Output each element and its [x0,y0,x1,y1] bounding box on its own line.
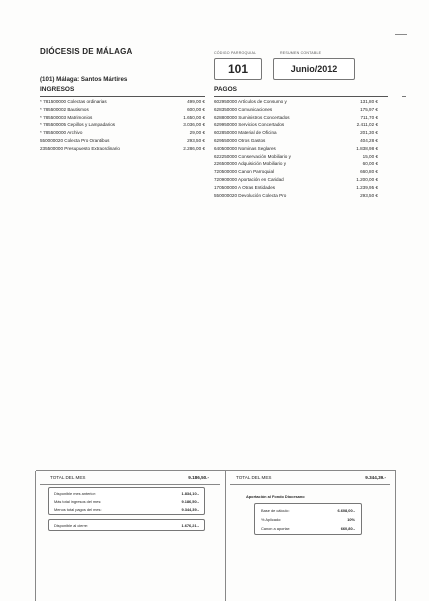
fondo-row [261,506,355,515]
ledger-row [40,114,205,122]
ledger-description: 550000020 Colecta Pro Orantibus [40,137,110,143]
ledger-description: 622250000 Conservación Mobiliario y [214,153,291,159]
balance-box [48,487,205,515]
ledger-amount: 2.411,02 € [356,122,378,128]
ledger-description: * 785500000 Archivo [40,130,83,136]
ledger-row [214,106,378,114]
pagos-list [214,98,378,199]
fondo-value: 660,80.- [340,526,355,531]
ingresos-heading-rule [40,96,205,97]
ledger-description: 628350000 Comunicaciones [214,106,273,112]
fondo-label: % Aplicado: [261,517,282,522]
fondo-row [261,524,355,533]
ledger-row [214,192,378,200]
balance-row [54,498,199,506]
closing-balance-label: Disponible al cierre: [54,523,89,528]
closing-balance-row [54,520,199,531]
parish-name: (101) Málaga: Santos Mártires [40,76,128,83]
ledger-amount: 660,80 € [360,169,378,175]
ledger-amount: 175,97 € [360,106,378,112]
ledger-row [40,129,205,137]
ledger-description: 170500000 A Otras Entidades [214,184,276,190]
period-box: Junio/2012 [273,58,355,80]
fondo-label: Base de cálculo: [261,508,290,513]
ledger-description: 602850000 Material de Oficina [214,130,277,136]
ledger-amount: 60,00 € [362,161,378,167]
page-corner-mark [395,34,407,35]
ledger-description: 628800000 Suministros Concertados [214,114,290,120]
ledger-description: 550000020 Devolución Colecta Pro [214,192,287,198]
ledger-description: 235500000 Presupuesto Extraordinario [40,145,120,151]
ledger-amount: 15,00 € [362,153,378,159]
ledger-description: 720500000 Canon Parroquial [214,169,275,175]
balance-label: Disponible mes anterior: [54,491,96,496]
summary-right-border [395,471,396,601]
pagos-tick-mark [402,96,406,97]
ledger-amount: 1.650,00 € [183,114,205,120]
ledger-row [40,121,205,129]
fondo-row [261,515,355,524]
ledger-amount: 2.286,00 € [183,145,205,151]
ledger-row [214,129,378,137]
ledger-amount: 1.838,98 € [356,145,378,151]
balance-value: 1.834,10.- [181,491,199,496]
ledger-amount: 3.036,00 € [183,122,205,128]
ledger-description: 629950000 Servicios Concertados [214,122,285,128]
pagos-total-value: 9.344,39.- [365,475,386,480]
ledger-description: * 785500005 Cepillos y Lampadarios [40,122,116,128]
monthly-summary [36,470,396,601]
fondo-value: 6.608,00.- [337,508,355,513]
ledger-row [214,114,378,122]
parish-code-box: 101 [214,58,262,80]
balance-value: 9.344,39.- [181,507,199,512]
ledger-row [214,121,378,129]
ledger-row [40,98,205,106]
ledger-amount: 131,80 € [360,99,378,104]
ledger-description: 640500000 Nominas Seglares [214,145,276,151]
ingresos-total-value: 9.186,50.- [188,475,209,480]
ledger-row [40,137,205,145]
ledger-row [40,106,205,114]
ledger-row [214,137,378,145]
ingresos-heading: INGRESOS [40,86,75,93]
ledger-description: * 785500003 Matrimonios [40,114,93,120]
ledger-description: 602950000 Artículos de Consumo y [214,99,287,104]
ledger-amount: 293,50 € [187,137,205,143]
ingresos-list [40,98,205,153]
ledger-amount: 293,50 € [360,192,378,198]
ledger-amount: 29,00 € [189,130,205,136]
fondo-box [254,503,362,535]
balance-row [54,490,199,498]
ingresos-total-label: TOTAL DEL MES [50,475,86,480]
closing-balance-box [48,519,205,531]
parish-code-label: CÓDIGO PARROQUIAL [214,51,257,55]
ledger-row [214,98,378,106]
summary-label: RESUMEN CONTABLE [280,51,322,55]
pagos-total-rule [230,484,390,485]
closing-balance-value: 1.676,21.- [181,523,199,528]
fondo-value: 10% [347,517,355,522]
ledger-row [214,176,378,184]
ledger-amount: 201,30 € [360,130,378,136]
ledger-description: 629550000 Otros Gastos [214,137,266,143]
balance-label: Más total ingresos del mes: [54,499,102,504]
balance-row [54,506,199,514]
balance-value: 9.186,50.- [181,499,199,504]
ledger-row [214,145,378,153]
ledger-description: 720900000 Aportación en Caridad [214,176,284,182]
ledger-row [214,160,378,168]
ingresos-total-rule [40,484,220,485]
ledger-amount: 1.239,95 € [356,184,378,190]
ledger-row [40,145,205,153]
ledger-description: * 781500000 Colectas ordinarias [40,99,107,104]
ledger-amount: 499,00 € [187,99,205,104]
fondo-label: Canon a aportar: [261,526,291,531]
ledger-amount: 600,00 € [187,106,205,112]
balance-label: Menos total pagos del mes: [54,507,102,512]
ledger-description: * 785500002 Bautismos [40,106,89,112]
ledger-amount: 1.200,00 € [356,176,378,182]
ledger-row [214,184,378,192]
diocese-title: DIÓCESIS DE MÁLAGA [40,47,133,56]
pagos-total-label: TOTAL DEL MES [236,475,272,480]
summary-left-border [35,471,36,601]
ledger-row [214,153,378,161]
summary-divider [225,471,226,601]
ledger-description: 226500000 Adquisición Mobiliario y [214,161,287,167]
pagos-heading-rule [214,96,388,97]
fondo-title: Aportación al Fondo Diocesano [246,494,305,499]
ledger-row [214,168,378,176]
pagos-heading: PAGOS [214,86,237,93]
ledger-amount: 404,28 € [360,137,378,143]
ledger-amount: 711,70 € [360,114,378,120]
